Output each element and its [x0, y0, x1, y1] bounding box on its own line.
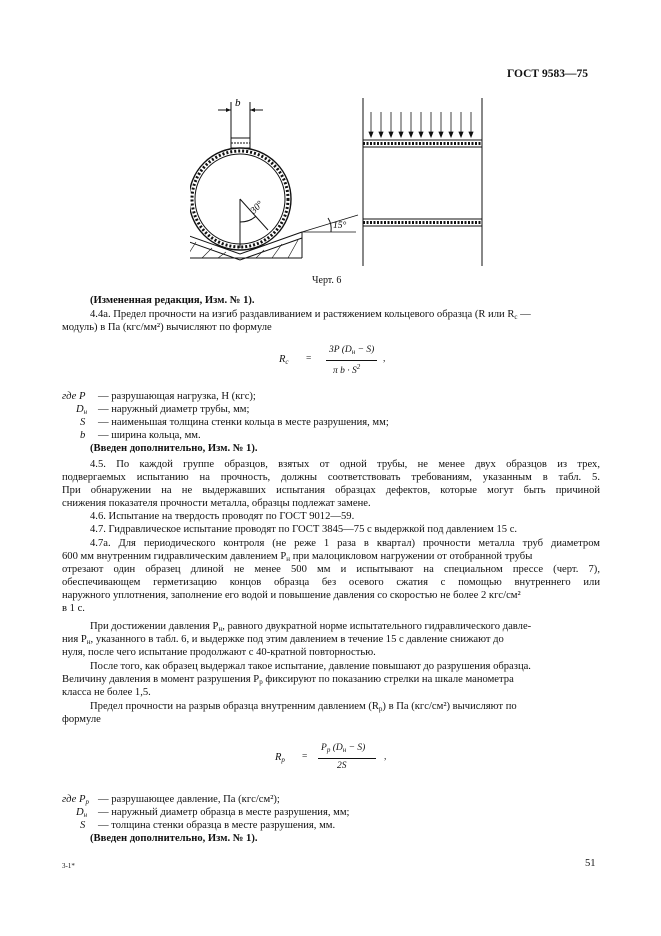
para-46: 4.6. Испытание на твердость проводят по ГОСТ 9012—59. [90, 511, 355, 522]
introduced-note-2: (Введен дополнительно, Изм. № 1). [90, 833, 258, 844]
para-after-line1: После того, как образец выдержал такое испытание, давление повышают до разрушения образца. [90, 661, 531, 672]
para-47a-line5: наружного уплотнения, заполнение его водой и повышение давления со скоростью не более 2 кгс/см² [62, 590, 521, 601]
para-after-line3: класса не более 1,5. [62, 687, 151, 698]
para-47a-line4: обеспечивающем герметизацию концов образца без осевого сжатия с помощью внутреннего или [62, 577, 600, 588]
dim-b-label: b [235, 97, 241, 109]
footer-mark: 3-1* [62, 862, 75, 870]
para-reach-line2: ния $P_н$, указанного в табл. 6, и выдержке под этим давлением в течение 15 с давление снижают до [62, 634, 504, 646]
para-45-line1: 4.5. По каждой группе образцов, взятых от одной трубы, не менее двух образцов из трех, [90, 459, 600, 470]
para-47: 4.7. Гидравлическое испытание проводят по ГОСТ 3845—75 с выдержкой под давлением 15 с. [90, 524, 518, 535]
para-limit-line2: формуле [62, 714, 101, 725]
para-47a-line2: 600 мм внутренним гидравлическим давлением $P_н$ при малоцикловом нагружении от отобранной трубы [62, 551, 533, 563]
angle-15-label: 15° [333, 221, 347, 231]
angle-30-label: 30° [249, 199, 266, 217]
page-number: 51 [585, 858, 596, 869]
para-reach-line3: нуля, после чего испытание продолжают с 40-кратной повторностью. [62, 647, 376, 658]
para-limit-line1: Предел прочности на разрыв образца внутренним давлением $(R_р)$ в Па (кгс/см²) вычисляют по [90, 701, 517, 713]
para-45-line2: подвергаемых испытанию на прочность, должны соответствовать требованиям, указанным в табл. 5. [62, 472, 600, 483]
introduced-note-1: (Введен дополнительно, Изм. № 1). [90, 443, 258, 454]
figure-drawing-chert6 [190, 92, 500, 270]
para-44a-line2: модуль) в Па (кгс/мм²) вычисляют по формуле [62, 322, 272, 333]
para-47a-line1: 4.7а. Для периодического контроля (не реже 1 раза в квартал) прочности металла труб диаметром [90, 538, 600, 549]
para-after-line2: Величину давления в момент разрушения $P_р$ фиксируют по показанию стрелки на шкале манометра [62, 674, 514, 686]
para-reach-line1: При достижении давления $P_н$, равного двукратной норме испытательного гидравлического давле- [90, 621, 532, 633]
para-45-line4: снижения показателя прочности металла, образцы подлежат замене. [62, 498, 371, 509]
standard-header: ГОСТ 9583—75 [507, 68, 588, 80]
figure-caption: Черт. 6 [312, 275, 342, 286]
para-47a-line6: в 1 с. [62, 603, 85, 614]
para-44a-line1: 4.4а. Предел прочности на изгиб раздавливанием и растяжением кольцевого образца (R или $R_с$ — [90, 309, 531, 321]
para-47a-line3: отрезают один образец длиной не менее 500 мм и испытывают на специальном прессе (черт. 7), [62, 564, 600, 575]
para-45-line3: При обнаружении на не выдержавших испытания образцах дефектов, которые могут быть причиной [62, 485, 600, 496]
amendment-note: (Измененная редакция, Изм. № 1). [90, 295, 255, 306]
